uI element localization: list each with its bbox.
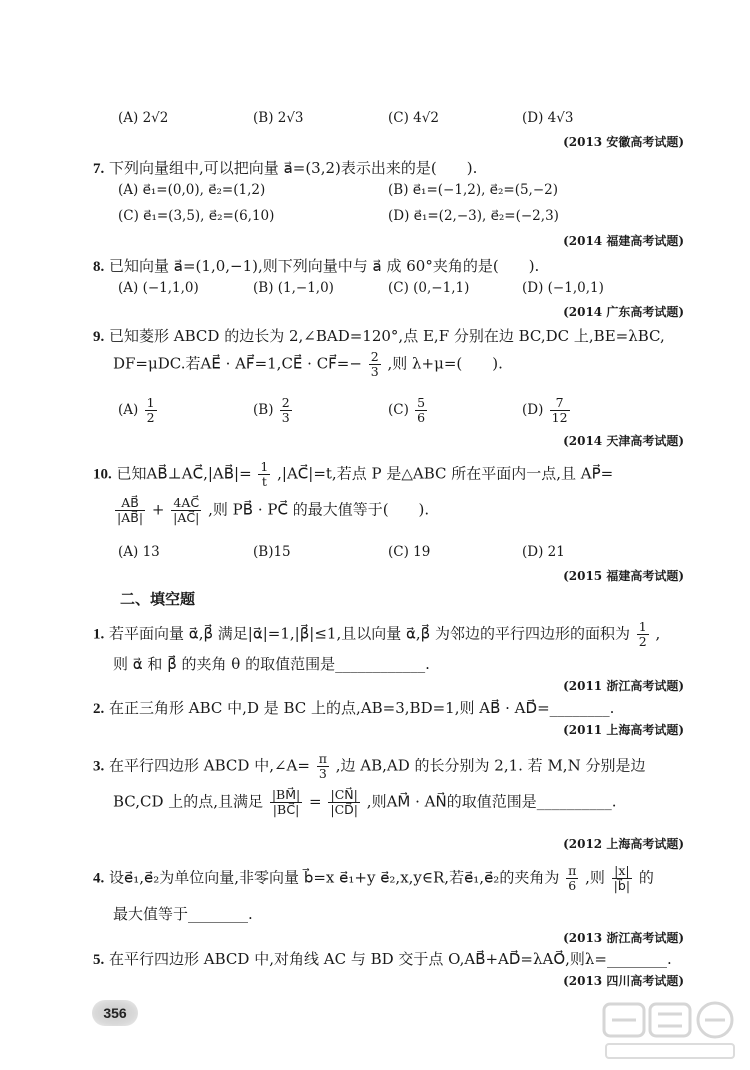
f3-line-2	[113, 788, 616, 817]
page-number: 356	[92, 1000, 138, 1026]
q10-source: (2015 福建高考试题)	[563, 569, 684, 583]
q9-option-d-num: 7	[550, 396, 570, 411]
q7-option-c: (C) e⃗₁=(3,5), e⃗₂=(6,10)	[118, 208, 275, 224]
f4-text-1m: ,则	[585, 868, 605, 887]
f1-text-1b: ,	[655, 624, 661, 643]
f1-fraction-num: 1	[638, 619, 647, 634]
f1-fraction-den: 2	[638, 633, 647, 649]
q9-option-c-frac	[415, 396, 427, 425]
f4-source: (2013 浙江高考试题)	[563, 931, 684, 945]
f2-line	[93, 697, 614, 718]
q8-stem-line	[93, 255, 539, 276]
q9-option-a	[118, 396, 159, 425]
q8-option-d: (D) (−1,0,1)	[522, 280, 604, 296]
q9-option-a-num: 1	[146, 395, 155, 410]
f3-source: (2012 上海高考试题)	[563, 837, 684, 851]
q9-source: (2014 天津高考试题)	[563, 434, 684, 448]
q7-stem: 下列向量组中,可以把向量 a⃗=(3,2)表示出来的是( ).	[109, 159, 478, 177]
q6-source: (2013 安徽高考试题)	[563, 135, 684, 149]
q9-line-1	[93, 325, 665, 346]
q9-option-b-label: (B)	[253, 401, 274, 418]
q9-option-d-label: (D)	[522, 401, 544, 418]
f4-fraction-den: 6	[568, 877, 577, 893]
f3-text-1a: 在平行四边形 ABCD 中,∠A=	[109, 756, 310, 775]
f5-number: 5.	[93, 952, 105, 968]
q9-option-c	[388, 396, 429, 425]
q10-fraction-3-num: 4AC⃗	[171, 496, 201, 511]
q8-source: (2014 广东高考试题)	[563, 305, 684, 319]
q9-option-c-num: 5	[417, 395, 426, 410]
q10-fraction-3-den: |AC⃗|	[173, 509, 200, 525]
f3-fraction	[317, 752, 329, 781]
f3-equals: =	[309, 792, 322, 811]
f3-fraction-num: π	[318, 751, 327, 766]
q10-option-b: (B)15	[253, 544, 291, 560]
q10-fraction-2-den: |AB⃗|	[117, 509, 144, 525]
f4-number: 4.	[93, 870, 105, 887]
f3-fraction-2-num: |BM⃗|	[271, 787, 301, 802]
q10-option-d: (D) 21	[522, 544, 565, 560]
f2-number: 2.	[93, 701, 105, 717]
f4-text-1b: 的	[638, 868, 654, 887]
f3-fraction-den: 3	[318, 765, 327, 781]
q9-option-b-frac	[280, 396, 292, 425]
f4-text-1a: 设e⃗₁,e⃗₂为单位向量,非零向量 b⃗=x e⃗₁+y e⃗₂,x,y∈R,若e⃗₁,e⃗₂的夹角为	[109, 868, 560, 887]
f4-fraction	[566, 864, 578, 893]
q9-text-2b: ,则 λ+μ=( ).	[387, 354, 503, 373]
q10-number: 10.	[93, 466, 112, 483]
q8-option-b: (B) (1,−1,0)	[253, 280, 334, 296]
q10-text-2b: ,则 PB⃗ · PC⃗ 的最大值等于( ).	[208, 500, 430, 519]
q9-fraction-den: 3	[370, 363, 379, 379]
q10-option-a: (A) 13	[118, 544, 160, 560]
f5-text: 在平行四边形 ABCD 中,对角线 AC 与 BD 交于点 O,AB⃗+AD⃗=λAO⃗,则λ=________.	[109, 950, 672, 968]
q9-text-1: 已知菱形 ABCD 的边长为 2,∠BAD=120°,点 E,F 分别在边 BC,DC 上,BE=λBC,	[109, 327, 665, 345]
f4-fraction-2	[612, 864, 632, 893]
f5-source: (2013 四川高考试题)	[563, 974, 684, 988]
watermark-logo-graphic	[600, 1000, 740, 1062]
q9-option-d-den: 12	[551, 409, 568, 425]
q6-option-d: (D) 4√3	[522, 110, 574, 126]
f1-line-2: 则 α⃗ 和 β⃗ 的夹角 θ 的取值范围是____________.	[113, 655, 430, 673]
f1-number: 1.	[93, 626, 105, 643]
q9-option-c-label: (C)	[388, 401, 409, 418]
q7-option-d: (D) e⃗₁=(2,−3), e⃗₂=(−2,3)	[388, 208, 559, 224]
f4-line-2: 最大值等于________.	[113, 905, 253, 923]
f3-fraction-3-num: |CN⃗|	[328, 788, 360, 803]
q10-option-c: (C) 19	[388, 544, 431, 560]
f5-line	[93, 948, 672, 969]
q9-option-d-frac	[550, 396, 570, 425]
watermark-logo	[600, 1000, 740, 1062]
f4-fraction-2-den: |b⃗|	[613, 877, 631, 893]
q10-line-1	[93, 460, 613, 489]
f3-fraction-2-den: |BC⃗|	[272, 801, 300, 817]
f1-text-1a: 若平面向量 α⃗,β⃗ 满足|α⃗|=1,|β⃗|≤1,且以向量 α⃗,β⃗ 为邻边的平行四边形的面积为	[109, 624, 630, 643]
f3-fraction-3-den: |CD⃗|	[330, 801, 359, 817]
f3-text-1b: ,边 AB,AD 的长分别为 2,1. 若 M,N 分别是边	[335, 756, 646, 775]
q7-number: 7.	[93, 161, 105, 177]
q9-option-d	[522, 396, 572, 425]
f3-line-1	[93, 752, 645, 781]
q9-option-b-den: 3	[281, 409, 290, 425]
q9-option-a-frac	[145, 396, 157, 425]
q9-option-a-den: 2	[146, 409, 155, 425]
q9-option-c-den: 6	[417, 409, 426, 425]
f2-text: 在正三角形 ABC 中,D 是 BC 上的点,AB=3,BD=1,则 AB⃗ · AD⃗=________.	[109, 699, 615, 717]
q10-fraction-1-den: t	[261, 473, 267, 489]
q8-option-c: (C) (0,−1,1)	[388, 280, 470, 296]
q6-option-c: (C) 4√2	[388, 110, 439, 126]
f1-line-1	[93, 620, 660, 649]
q9-number: 9.	[93, 329, 105, 345]
q9-option-b-num: 2	[281, 395, 290, 410]
q9-text-2a: DF=μDC.若AE⃗ · AF⃗=1,CE⃗ · CF⃗=−	[113, 354, 362, 373]
q10-line-2	[113, 496, 429, 525]
q8-option-a: (A) (−1,1,0)	[118, 280, 199, 296]
q10-fraction-3	[171, 496, 201, 525]
q8-number: 8.	[93, 259, 105, 275]
f4-fraction-num: π	[568, 863, 577, 878]
q10-fraction-1-num: 1	[260, 459, 269, 474]
q9-fraction	[369, 350, 381, 379]
f3-text-2a: BC,CD 上的点,且满足	[113, 792, 264, 811]
f1-fraction	[637, 620, 649, 649]
q7-option-a: (A) e⃗₁=(0,0), e⃗₂=(1,2)	[118, 182, 266, 198]
f3-fraction-3	[328, 788, 360, 817]
q9-option-b	[253, 396, 294, 425]
q6-option-b: (B) 2√3	[253, 110, 304, 126]
q6-option-a: (A) 2√2	[118, 110, 169, 126]
q7-option-b: (B) e⃗₁=(−1,2), e⃗₂=(5,−2)	[388, 182, 559, 198]
q9-fraction-num: 2	[370, 349, 379, 364]
q7-source: (2014 福建高考试题)	[563, 234, 684, 248]
f3-fraction-2	[270, 788, 302, 817]
f1-source: (2011 浙江高考试题)	[563, 679, 684, 693]
q10-text-1b: ,|AC⃗|=t,若点 P 是△ABC 所在平面内一点,且 AP⃗=	[277, 464, 614, 483]
q8-stem: 已知向量 a⃗=(1,0,−1),则下列向量中与 a⃗ 成 60°夹角的是( ).	[109, 257, 540, 275]
f2-source: (2011 上海高考试题)	[563, 723, 684, 737]
f3-number: 3.	[93, 758, 105, 775]
f3-text-2b: ,则AM⃗ · AN⃗的取值范围是__________.	[366, 792, 617, 811]
q10-text-1a: 已知AB⃗⊥AC⃗,|AB⃗|=	[116, 464, 252, 483]
q9-line-2	[113, 350, 503, 379]
section-heading: 二、填空题	[120, 590, 196, 608]
q9-option-a-label: (A)	[118, 401, 139, 418]
q10-plus: +	[151, 500, 165, 519]
q10-fraction-1	[258, 460, 270, 489]
q7-stem-line	[93, 157, 477, 178]
f4-line-1	[93, 864, 654, 893]
q10-fraction-2	[115, 496, 145, 525]
q10-fraction-2-num: AB⃗	[115, 496, 145, 511]
f4-fraction-2-num: |x|	[612, 864, 632, 879]
